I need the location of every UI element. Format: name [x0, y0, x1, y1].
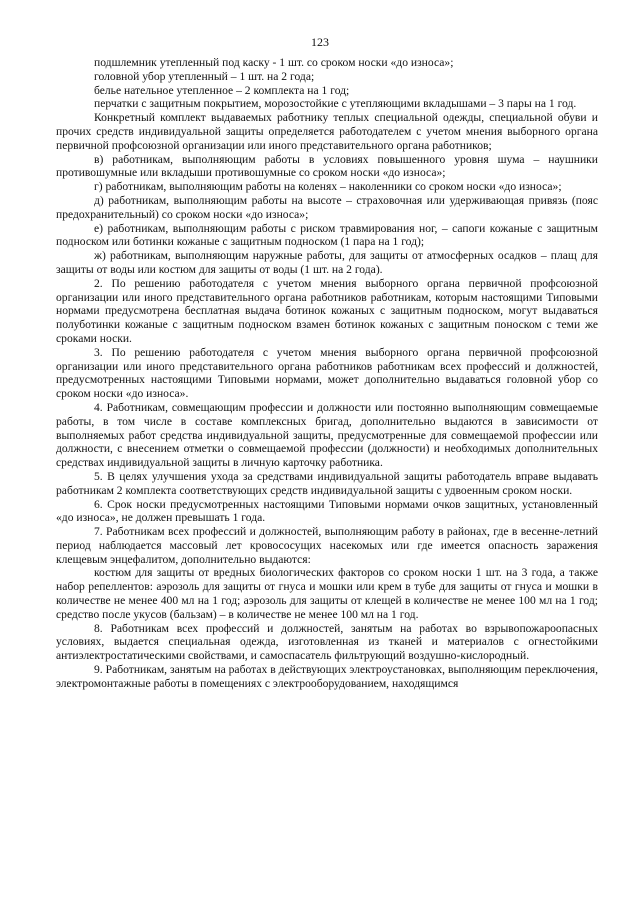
paragraph-clause-8: 8. Работникам всех профессий и должностей, занятым на работах во взрывопожароопасных условиях, выдается специальная одежда, изготовленная из тканей и материалов с огнестойкими антиэлектростатическими свойствами, и самоспасатель фильтрующий воздушно-кислородный.: [56, 621, 598, 663]
paragraph-3: белье нательное утепленное – 2 комплекта на 1 год;: [94, 83, 350, 97]
paragraph-item-zh: ж) работникам, выполняющим наружные работы, для защиты от атмосферных осадков – плащ для защиты от воды или костюм для защиты от воды (1 шт. на 2 года).: [56, 249, 598, 276]
document-body: [56, 56, 598, 691]
paragraph-5: Конкретный комплект выдаваемых работнику теплых специальной одежды, специальной обуви и прочих средств индивидуальной защиты определяется работодателем с учетом мнения выборного органа первичной профсоюзной организации или иного представительного органа работников;: [56, 111, 598, 152]
paragraph-item-g: г) работникам, выполняющим работы на коленях – наколенники со сроком носки «до износа»;: [94, 180, 562, 194]
paragraph-item-d: д) работникам, выполняющим работы на высоте – страховочная или удерживающая привязь (пояс предохранительный) со сроком носки «до износа»;: [56, 193, 598, 221]
paragraph-item-e: е) работникам, выполняющим работы с риском травмирования ног, – сапоги кожаные с защитным подноском или ботинки кожаные с защитным подноском (1 пара на 1 год);: [56, 221, 598, 249]
paragraph-1: подшлемник утепленный под каску - 1 шт. со сроком носки «до износа»;: [94, 56, 454, 69]
paragraph-clause-4: 4. Работникам, совмещающим профессии и должности или постоянно выполняющим совмещаемые работы, в том числе в составе комплексных бригад, дополнительно выдаются в зависимости от выполняемых работ средства индивидуальной защиты, предусмотренные для совмещаемой профессии или должности, с внесением отметки о совмещаемой профессии (должности) и необходимых дополнительных средствах индивидуальной защиты в личную карточку работника.: [56, 400, 598, 470]
paragraph-clause-2: 2. По решению работодателя с учетом мнения выборного органа первичной профсоюзной организации или иного представительного органа работников работникам, которым настоящими Типовыми нормами предусмотрена бесплатная выдача ботинок кожаных с защитным подноском, могут выдаваться полуботинки кожаные с защитным подноском взамен ботинок кожаных с защитным поноском с теми же сроками носки.: [56, 276, 598, 345]
page-number: 123: [311, 35, 329, 49]
paragraph-clause-6: 6. Срок носки предусмотренных настоящими Типовыми нормами очков защитных, установленный «до износа», не должен превышать 1 года.: [56, 497, 598, 525]
paragraph-clause-3: 3. По решению работодателя с учетом мнения выборного органа первичной профсоюзной организации или иного представительного органа работников работникам всех профессий и должностей, предусмотренных настоящими Типовыми нормами, может дополнительно выдаваться головной убор со сроком носки «до износа».: [56, 345, 598, 401]
paragraph-clause-7-list: костюм для защиты от вредных биологических факторов со сроком носки 1 шт. на 3 года, а также набор репеллентов: аэрозоль для защиты от гнуса и мошки или крем в тубе для защиты от гнуса и мошки в количестве не менее 400 мл на 1 год; аэрозоль для защиты от клещей в количестве не менее 100 мл на 1 год; средство после укусов (бальзам) – в количестве не менее 100 мл на 1 год.: [56, 566, 598, 621]
paragraph-4: перчатки с защитным покрытием, морозостойкие с утепляющими вкладышами – 3 пары на 1 год.: [94, 97, 577, 111]
paragraph-2: головной убор утепленный – 1 шт. на 2 года;: [94, 69, 315, 83]
paragraph-clause-9: 9. Работникам, занятым на работах в действующих электроустановках, выполняющим переключения, электромонтажные работы в помещениях с электрооборудованием, находящимся: [56, 663, 598, 690]
paragraph-clause-7: 7. Работникам всех профессий и должностей, выполняющим работу в районах, где в весенне-летний период наблюдается массовый лет кровососущих насекомых или где имеется опасность заражения клещевым энцефалитом, дополнительно выдаются:: [56, 525, 598, 566]
paragraph-clause-5: 5. В целях улучшения ухода за средствами индивидуальной защиты работодатель вправе выдавать работникам 2 комплекта соответствующих средств индивидуальной защиты с удвоенным сроком носки.: [56, 469, 598, 497]
paragraph-item-v: в) работникам, выполняющим работы в условиях повышенного уровня шума – наушники противошумные или вкладыши противошумные со сроком носки «до износа»;: [56, 152, 598, 180]
